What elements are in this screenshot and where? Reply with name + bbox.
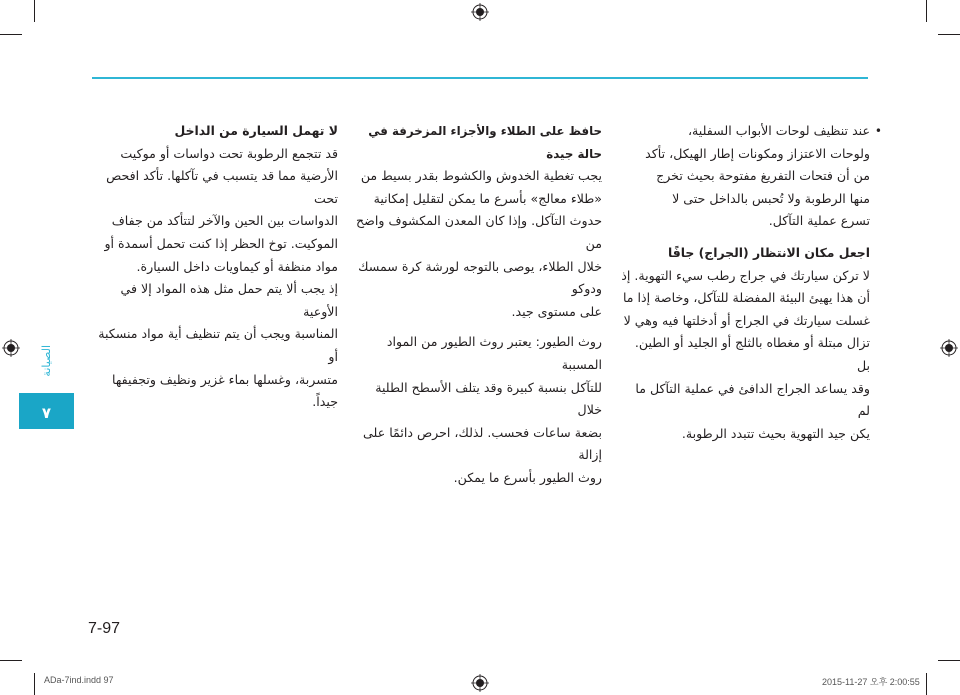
text-line: الموكيت. توخ الحظر إذا كنت تحمل أسمدة أو xyxy=(104,235,338,251)
crop-mark xyxy=(926,673,927,695)
section-heading: لا تهمل السيارة من الداخل xyxy=(174,123,338,138)
text-line: وقد يساعد الجراج الدافئ في عملية التآكل ما لم xyxy=(635,380,870,419)
crop-mark xyxy=(926,0,927,22)
column-middle xyxy=(354,120,602,490)
text-line: تسرع عملية التآكل. xyxy=(768,213,870,229)
text-line: المناسبة ويجب أن يتم تنظيف أية مواد منسكبة أو xyxy=(98,326,338,364)
registration-mark-icon xyxy=(2,339,20,357)
bullet-item xyxy=(620,120,882,233)
text-line: الدواسات بين الحين والآخر لتتأكد من جفاف xyxy=(111,213,338,229)
text-line: يجب تغطية الخدوش والكشوط بقدر بسيط من xyxy=(360,168,602,184)
crop-mark xyxy=(938,34,960,35)
text-line: حدوث التآكل. وإذا كان المعدن المكشوف واضح من xyxy=(356,213,602,251)
registration-mark-icon xyxy=(471,3,489,21)
text-line: ولوحات الاعتزاز ومكونات إطار الهيكل، تأكد xyxy=(645,145,870,161)
crop-mark xyxy=(0,34,22,35)
text-line: للتآكل بنسبة كبيرة وقد يتلف الأسطح الطلية خلال xyxy=(375,379,602,418)
registration-mark-icon xyxy=(940,339,958,357)
text-line: منها الرطوبة ولا تُحبس بالداخل حتى لا xyxy=(672,190,870,206)
chapter-number-badge: ٧ xyxy=(19,393,74,429)
text-line: خلال الطلاء، يوصى بالتوجه لورشة كرة سمسك ودوكو xyxy=(358,258,602,297)
text-line: يكن جيد التهوية بحيث تتبدد الرطوبة. xyxy=(681,425,870,441)
text-line: روث الطيور بأسرع ما يمكن. xyxy=(453,469,602,485)
crop-mark xyxy=(34,673,35,695)
crop-mark xyxy=(34,0,35,22)
text-line: بضعة ساعات فحسب. لذلك، احرص دائمًا على إزالة xyxy=(363,424,602,463)
bullet-icon: • xyxy=(874,124,882,138)
text-line: الأرضية مما قد يتسبب في تآكلها. تأكد افحص تحت xyxy=(106,168,338,206)
text-line: روث الطيور: يعتبر روث الطيور من المواد المسببة xyxy=(386,334,602,372)
crop-mark xyxy=(0,660,22,661)
text-line: إذ يجب ألا يتم حمل مثل هذه المواد إلا في الأوعية xyxy=(120,281,338,319)
text-line: مواد منظفة أو كيماويات داخل السيارة. xyxy=(136,258,338,274)
section-heading: اجعل مكان الانتظار (الجراج) جافًا xyxy=(667,244,870,260)
column-left xyxy=(92,120,338,414)
header-rule xyxy=(92,77,868,79)
text-line: على مستوى جيد. xyxy=(511,303,602,319)
column-right xyxy=(620,120,882,445)
text-line: لا تركن سيارتك في جراج رطب سيء التهوية. إذ xyxy=(621,267,870,283)
text-line: متسربة، وغسلها بماء غزير ونظيف وتجفيفها جيداً. xyxy=(112,371,338,410)
footer-timestamp: 2015-11-27 오후 2:00:55 xyxy=(822,677,920,687)
crop-mark xyxy=(938,660,960,661)
section-tab-label: الصيانة xyxy=(40,345,53,377)
registration-mark-icon xyxy=(471,674,489,692)
text-line: قد تتجمع الرطوبة تحت دواسات أو موكيت xyxy=(120,145,338,161)
text-line: تزال مبتلة أو مغطاه بالثلج أو الجليد أو الطين. بل xyxy=(634,335,870,373)
text-line: أن هذا يهيئ البيئة المفضلة للتآكل، وخاصة إذا ما xyxy=(622,290,870,306)
text-line: غسلت سيارتك في الجراج أو أدخلتها فيه وهي لا xyxy=(623,312,870,328)
footer-file: ADa-7ind.indd 97 xyxy=(44,675,114,685)
text-line: عند تنظيف لوحات الأبواب السفلية، xyxy=(687,123,870,138)
section-heading: حافظ على الطلاء والأجزاء المزخرفة في حالة جيدة xyxy=(368,124,602,161)
text-line: «طلاء معالج» بأسرع ما يمكن لتقليل إمكانية xyxy=(373,190,602,206)
text-line: من أن فتحات التفريغ مفتوحة بحيث تخرج xyxy=(656,168,870,184)
page-number: 7-97 xyxy=(88,620,121,637)
